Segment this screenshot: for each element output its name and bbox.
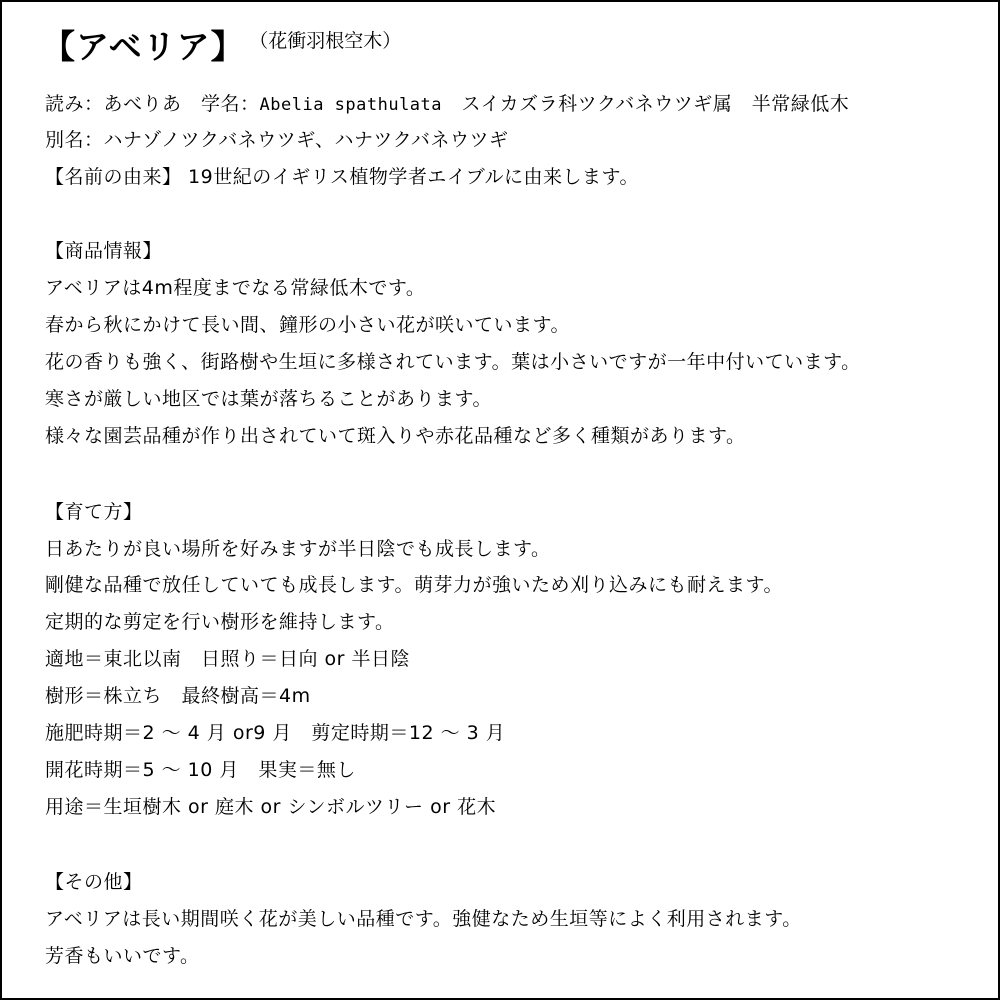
care-line: 開花時期＝5 ～ 10 月 果実＝無し xyxy=(45,759,356,781)
other-heading: 【その他】 xyxy=(45,871,143,893)
aliases-line: 別名：ハナゾノツクバネウツギ、ハナツクバネウツギ xyxy=(45,129,509,151)
care-line: 剛健な品種で放任していても成長します。萌芽力が強いため刈り込みにも耐えます。 xyxy=(45,574,783,596)
product-info-line: アベリアは4m程度までなる常緑低木です。 xyxy=(45,277,426,299)
care-line: 用途＝生垣樹木 or 庭木 or シンボルツリー or 花木 xyxy=(45,796,497,818)
reading-scientific-name-line xyxy=(45,91,849,118)
care-line: 定期的な剪定を行い樹形を維持します。 xyxy=(45,611,395,633)
product-info-line: 寒さが厳しい地区では葉が落ちることがあります。 xyxy=(45,388,492,410)
title-row xyxy=(42,24,401,70)
name-origin-line: 【名前の由来】 19世紀のイギリス植物学者エイブルに由来します。 xyxy=(45,166,639,188)
care-line: 樹形＝株立ち 最終樹高＝4m xyxy=(45,685,311,707)
product-info-line: 様々な園芸品種が作り出されていて斑入りや赤花品種など多く種類があります。 xyxy=(45,425,746,447)
reading-prefix: 読み：あべりあ 学名： xyxy=(45,93,260,115)
page-subtitle: （花衝羽根空木） xyxy=(258,30,402,52)
care-line: 適地＝東北以南 日照り＝日向 or 半日陰 xyxy=(45,648,411,670)
care-heading: 【育て方】 xyxy=(45,501,143,523)
scientific-name: Abelia spathulata xyxy=(259,95,443,115)
family-and-type: スイカズラ科ツクバネウツギ属 半常緑低木 xyxy=(442,93,850,115)
page-title: 【アベリア】 xyxy=(42,27,245,66)
product-info-heading: 【商品情報】 xyxy=(45,240,163,262)
product-info-line: 花の香りも強く、街路樹や生垣に多様されています。葉は小さいですが一年中付いています。 xyxy=(45,351,861,373)
care-line: 日あたりが良い場所を好みますが半日陰でも成長します。 xyxy=(45,538,551,560)
other-line: アベリアは長い期間咲く花が美しい品種です。強健なため生垣等によく利用されます。 xyxy=(45,908,802,930)
other-line: 芳香もいいです。 xyxy=(45,945,200,967)
product-info-line: 春から秋にかけて長い間、鐘形の小さい花が咲いています。 xyxy=(45,314,570,336)
care-line: 施肥時期＝2 ～ 4 月 or9 月 剪定時期＝12 ～ 3 月 xyxy=(45,722,506,744)
